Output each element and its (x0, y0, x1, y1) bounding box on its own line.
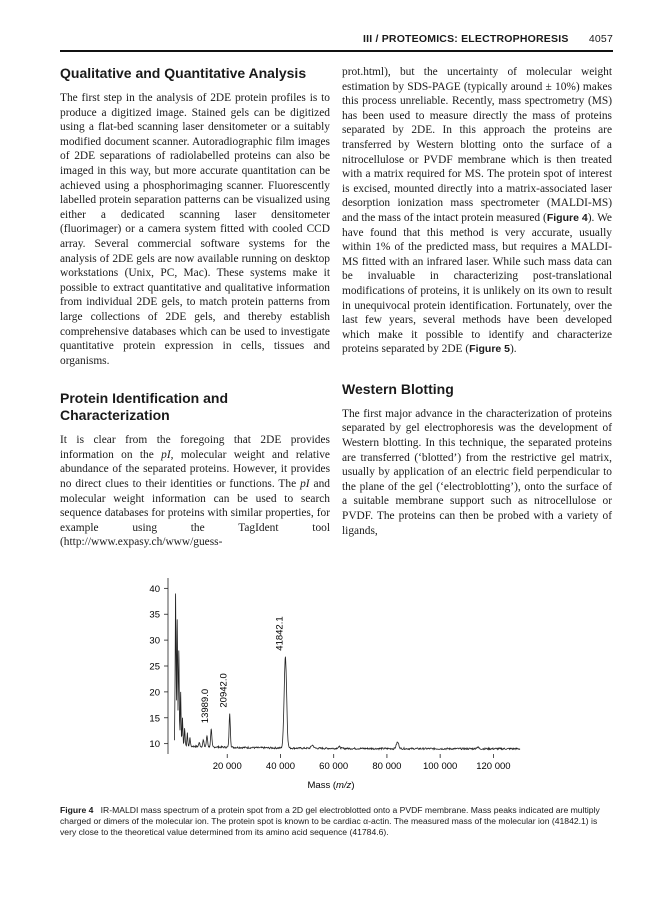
x-tick-label: 60 000 (319, 761, 349, 772)
y-tick-label: 25 (149, 661, 160, 673)
peak-point (187, 732, 189, 734)
peak-point (206, 735, 208, 737)
y-axis (149, 578, 168, 754)
peak-point (178, 650, 180, 652)
page-number: 4057 (588, 33, 613, 45)
peak-point (182, 717, 184, 719)
x-axis (213, 754, 511, 772)
heading-western-blotting: Western Blotting (342, 380, 454, 397)
figure-4-reference[interactable]: Figure 4 (546, 211, 588, 224)
figure-caption (60, 805, 615, 838)
paragraph-analysis: The first step in the analysis of 2DE protein profiles is to produce a digitized image. Stained gels can be digitized using a flat-bed scanning laser densitometer or a suitably modified document scanner. Autoradiographic film images of 2DE separations of radiolabelled proteins can also be imaged in this way, but more accurate quantitation can be achieved using a phosphorimaging scanner. Fluorescently labelled protein separation patterns can be visualized using either a dedicated scanning laser densitometer (fluorimager) or a camera system fitted with cooled CCD array. Several commercial software systems for the analysis of 2DE gels are now available running on desktop workstations (Unix, PC, Mac). These systems make it possible to extract quantitative and qualitative information from individual 2DE gels, to match protein patterns from large collections of 2DE gels, and thereby establish comprehensive databases which can be used to investigate quantitative protein expression in cells, tissues and organisms. (60, 92, 330, 367)
peak-point (175, 593, 177, 595)
y-tick-label: 40 (149, 583, 160, 595)
paragraph-mass-spectrometry: prot.html), but the uncertainty of molecular weight estimation by SDS-PAGE (typically around ± 10%) makes this process unreliable. Recently, mass spectrometry (MS) has been used to measure directly the mass of proteins separated by 2DE. In this approach the proteins are transferred by Western blotting onto the surface of a nitrocellulose or PVDF membrane which is then treated with a matrix required for MS. The protein spot of interest is excised, mounted directly into a matrix-associated laser desorption ionization mass spectrometer (MALDI-MS) and the mass of the intact protein measured (Figure 4). We have found that this method is very accurate, usually within 1% of the predicted mass, but requires a MALDI-MS fitted with an infrared laser. While such mass data can be invaluable in characterizing post-translational modifications of proteins, it is unlikely on its own to result in unequivocal protein identification. Fortunately, over the last few years, several methods have been developed which make it possible to identify and characterize proteins separated by 2DE (Figure 5). (342, 66, 612, 356)
y-tick-label: 30 (149, 635, 160, 647)
y-tick-label: 20 (149, 687, 160, 699)
y-tick-label: 35 (149, 609, 160, 621)
paragraph-western-blotting: The first major advance in the characterization of proteins separated by gel electrophoresis was the development of Western blotting. In this technique, the separated proteins are transferred (‘blotted’) from the restrictive gel matrix, usually by application of an electric field perpendicular to the plane of the gel (‘electroblotting’), onto the surface of a suitable membrane support such as nitrocellulose or PVDF. The proteins can then be probed with a variety of ligands, (342, 407, 612, 537)
spectrum-line (175, 594, 521, 750)
peak-label: 20942.0 (218, 673, 230, 708)
heading-qualitative-quantitative: Qualitative and Quantitative Analysis (60, 65, 307, 81)
peak-labels (175, 593, 478, 748)
x-tick-label: 100 000 (422, 761, 458, 772)
heading-protein-identification: Protein Identification and Characterization (60, 390, 229, 424)
header-rule (60, 50, 613, 52)
peak-point (229, 713, 231, 715)
peak-point (184, 727, 186, 729)
x-tick-label: 80 000 (372, 761, 402, 772)
peak-label: 13989.0 (200, 688, 212, 724)
figure-5-reference[interactable]: Figure 5 (469, 343, 510, 356)
y-tick-label: 15 (149, 713, 160, 725)
peak-point (180, 691, 182, 693)
section-title: III / PROTEOMICS: ELECTROPHORESIS (363, 33, 569, 45)
paragraph-identification: It is clear from the foregoing that 2DE provides information on the pI, molecular weight and relative abundance of the separated proteins. However, it provides no direct clues to their identities or functions. The pI and molecular weight information can be used to search sequence databases for proteins with similar properties, for example using the TagIdent tool (http://www.expasy.ch/www/guess- (60, 434, 331, 549)
peak-point (285, 656, 287, 658)
x-axis-label: Mass (m/z) (307, 780, 355, 791)
peak-point (312, 744, 314, 746)
peak-point (477, 746, 479, 748)
caption-label: Figure 4 (60, 805, 94, 815)
y-tick-label: 10 (149, 739, 160, 751)
peak-point (202, 739, 204, 741)
mass-spectrum-chart (0, 568, 668, 800)
peak-point (189, 737, 191, 739)
right-column (342, 65, 612, 538)
peak-point (397, 741, 399, 743)
peak-point (210, 728, 212, 730)
peak-label: 41842.1 (274, 616, 286, 651)
x-tick-label: 40 000 (265, 761, 295, 772)
caption-text: IR-MALDI mass spectrum of a protein spot from a 2D gel electroblotted onto a PVDF membrane. Mass peaks indicated are multiply charged or dimers of the molecular ion. The protein spot is known to be cardiac α-actin. The measured mass of the molecular ion (41842.1) is very close to the theoretical value determined from its amino acid sequence (41784.6). (60, 805, 600, 837)
peak-point (338, 746, 340, 748)
x-tick-label: 120 000 (476, 761, 511, 772)
x-tick-label: 20 000 (212, 761, 242, 772)
peak-point (176, 619, 178, 621)
left-column (60, 65, 330, 550)
running-header (363, 30, 613, 50)
peak-point (198, 742, 200, 744)
